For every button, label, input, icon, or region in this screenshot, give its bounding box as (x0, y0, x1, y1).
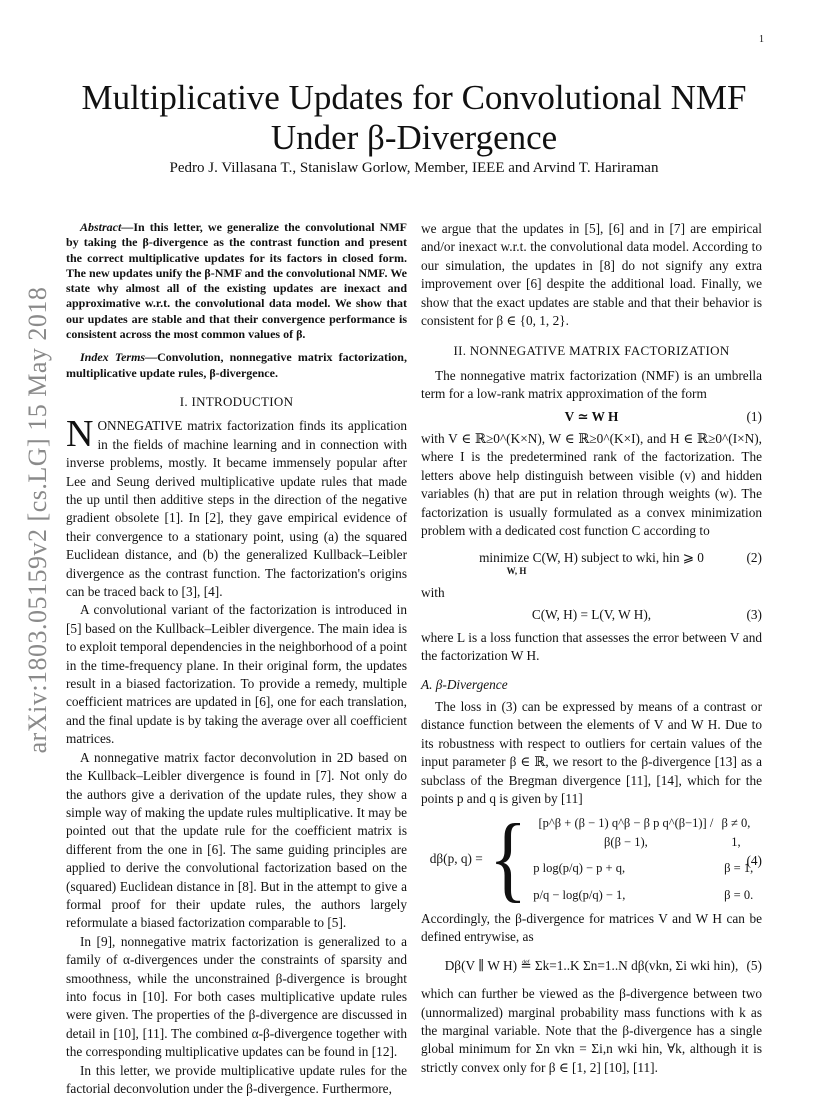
beta-paragraph-1: The loss in (3) can be expressed by means of a contrast or distance function between the elements of V and W H. Due to its robustness with respect to outliers for certain values of the input parameter β ∈ ℝ, we resort to the β-divergence [13] as a subclass of the Bregman divergence [11], [14], which for the points p and q is given by [11] (421, 698, 762, 806)
with-label: with (421, 584, 445, 600)
case-expr: p log(p/q) − p + q, (533, 861, 626, 876)
right-column (421, 220, 762, 1077)
paper-authors: Pedro J. Villasana T., Stanislaw Gorlow, Member, IEEE and Arvind T. Hariraman (169, 160, 659, 176)
equation-3 (421, 606, 762, 624)
equation-2-number: (2) (746, 549, 762, 565)
equation-2-subscript: W, H (506, 565, 527, 576)
equation-1-number: (1) (746, 408, 762, 424)
equation-4-number: (4) (746, 853, 762, 869)
index-terms-text: Convolution, nonnegative matrix factorization, multiplicative update rules, β-divergence. (66, 350, 407, 380)
case-cond: β = 0. (724, 887, 754, 902)
brace-symbol: { (488, 806, 528, 912)
page-number: 1 (759, 34, 764, 45)
equation-4-body (421, 806, 762, 912)
equation-2 (421, 549, 762, 576)
drop-cap: N (66, 413, 94, 456)
equation-2-body: minimize C(W, H) subject to wki, hin ⩾ 0 (479, 549, 704, 565)
arxiv-id: arXiv:1803.05159v2 [cs.LG] 15 May 2018 (23, 286, 52, 754)
subsection-heading-beta-divergence: A. β-Divergence (421, 676, 508, 692)
arxiv-stamp (20, 280, 56, 760)
left-column (66, 220, 407, 1098)
equation-5-body: Dβ(V ∥ W H) ≝ Σk=1..K Σn=1..N dβ(vkn, Σi wki hin), (444, 957, 739, 973)
case-expr: p/q − log(p/q) − 1, (533, 887, 626, 902)
equation-5 (421, 957, 762, 975)
equation-4-lhs: dβ(p, q) = (429, 850, 483, 866)
intro-paragraph-2: A convolutional variant of the factorization is introduced in [5] based on the Kullback–Leibler divergence. The main idea is to exploit temporal dependencies in the neighborhood of a point in the time-frequency plane. In their original form, the updates result in a biased factorization. To provide a remedy, multiple coefficient matrices are updated in [6], one for each translation, and the final update is by taking the average over all coefficient matrices. (66, 602, 407, 747)
equation-5-number: (5) (746, 957, 762, 973)
equation-3-number: (3) (746, 607, 762, 623)
paper-title: Multiplicative Updates for Convolutional NMF Under β-Divergence (81, 78, 747, 157)
abstract-label: Abstract— (80, 220, 134, 234)
section-heading-nmf: II. NONNEGATIVE MATRIX FACTORIZATION (453, 343, 730, 359)
index-terms-label: Index Terms— (80, 350, 158, 365)
abstract-text: In this letter, we generalize the convolutional NMF by taking the β-divergence as the contrast function and present the correct multiplicative updates for its factors in closed form. The new updates unify the β-NMF and the convolutional NMF. We state why almost all of the existing updates are inexact and approximative w.r.t. the convolutional data model. We show that our updates are stable and that their convergence performance is consistent across the most common values of β. (66, 220, 407, 342)
case-expr: [p^β + (β − 1) q^β − β p q^(β−1)] / β(β − 1), (538, 816, 714, 849)
section-heading-introduction: I. INTRODUCTION (179, 393, 294, 409)
abstract (66, 220, 407, 342)
case-row (533, 814, 753, 851)
beta-paragraph-2: Accordingly, the β-divergence for matrices V and W H can be defined entrywise, as (421, 911, 762, 945)
case-row (533, 886, 753, 904)
nmf-paragraph-3: where L is a loss function that assesses the error between V and the factorization W H. (421, 629, 762, 664)
case-row (533, 859, 753, 877)
index-terms (66, 350, 407, 381)
equation-1-body: V ≃ W H (564, 408, 619, 424)
nmf-paragraph-2: with V ∈ ℝ≥0^(K×N), W ∈ ℝ≥0^(K×I), and H ∈ ℝ≥0^(I×N), where I is the predetermined rank of the factorization. The letters above help distinguish between visible (v) and hidden variables (h) that are put in relation through weights (w). The factorization is usually formulated as a convex minimization problem with a dedicated cost function C according to (421, 431, 762, 539)
nmf-paragraph-1: The nonnegative matrix factorization (NMF) is an umbrella term for a low-rank matrix approximation of the form (421, 367, 762, 402)
beta-paragraph-3: which can further be viewed as the β-divergence between two (unnormalized) marginal probability mass functions with k as the marginal variable. Note that the β-divergence has a single global minimum for Σn vkn = Σi,n wki hin, ∀k, although it is strictly convex only for β ∈ [1, 2] [10], [11]. (421, 986, 762, 1075)
case-cond: β = 1, (724, 861, 754, 876)
right-paragraph-0: we argue that the updates in [5], [6] and in [7] are empirical and/or inexact w.r.t. the convolutional data model. According to our simulation, the updates in [8] do not signify any extra improvement over [6] despite the additional load. Finally, we show that the exact updates are stable and that their behavior is consistent for β ∈ {0, 1, 2}. (421, 221, 762, 329)
intro-paragraph-1-text: ONNEGATIVE matrix factorization finds its application in the fields of machine learning and in connection with inverse problems, mostly. It became immensely popular after Lee and Seung derived multiplicative update rules that made the up until then additive steps in the direction of the negative gradient obsolete [1]. In [2], they gave empirical evidence of their convergence to a stationary point, using (a) the squared Euclidean distance, and (b) the generalized Kullback–Leibler divergence as the contrast function. The factorization's origins can be traced back to [3], [4]. (66, 418, 407, 600)
intro-paragraph-4: In [9], nonnegative matrix factorization is generalized to a family of α-divergences under the constraints of sparsity and smoothness, while the unconstrained β-divergence is brought into focus in [10]. For both cases multiplicative update rules were given. The properties of the β-divergence are discussed in detail in [10], [11]. The combined α-β-divergence together with the corresponding multiplicative updates can be found in [12]. (66, 933, 407, 1060)
intro-paragraph-3: A nonnegative matrix factor deconvolution in 2D based on the Kullback–Leibler divergence is found in [7]. Not only do the authors give a derivation of the update rules, they show a simple way of making the update rules multiplicative. It may be pointed out that the update rule for the coefficient matrix is different from the one in [6]. The same guiding principles are applied to derive the convolutional factorization based on the (squared) Euclidean distance in [8]. But in the attempt to give a formal proof for their update rules, the authors largely reformulate a biased factorization comparable to [5]. (66, 749, 407, 931)
intro-paragraph-5: In this letter, we provide multiplicative update rules for the factorial deconvolution under the β-divergence. Furthermore, (66, 1062, 407, 1096)
equation-1 (421, 408, 762, 426)
equation-4-cases (533, 814, 753, 904)
equation-3-body: C(W, H) = L(V, W H), (531, 607, 652, 623)
case-cond: β ≠ 0, 1, (721, 816, 751, 849)
equation-4 (421, 806, 762, 912)
